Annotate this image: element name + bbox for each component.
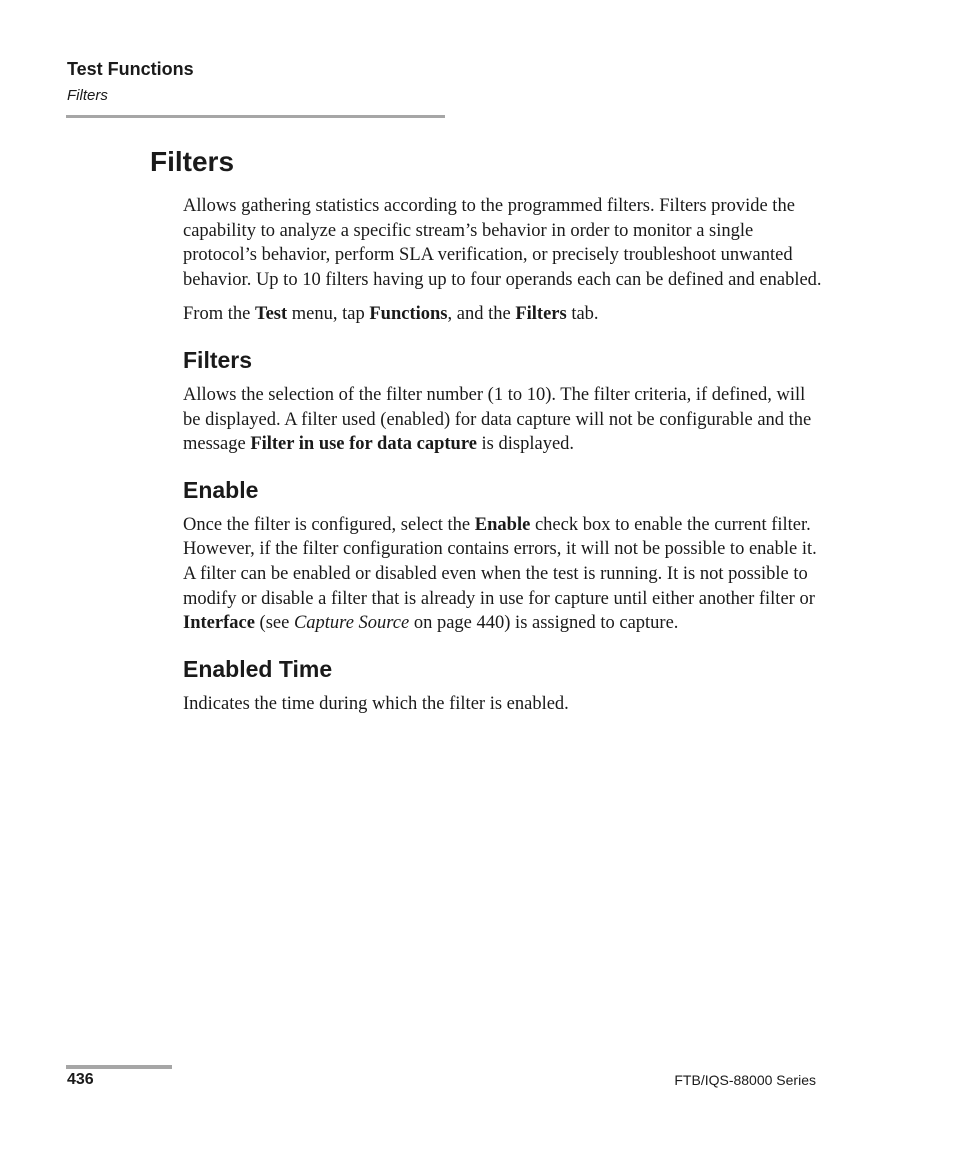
header-rule [66, 115, 445, 118]
filters-paragraph: Allows the selection of the filter number (1 to 10). The filter criteria, if defined, will be displayed. A filter used (enabled) for data capture will not be configurable and the message Filter in use for data capture is displayed. [183, 384, 812, 455]
heading-filters: Filters [183, 346, 253, 373]
cross-reference-capture-source: Capture Source [293, 613, 410, 634]
message-filter-in-use: Filter in use for data capture [250, 434, 477, 455]
enable-paragraph: Once the filter is configured, select the Enable check box to enable the current filter. However, if the filter configuration contains errors, it will not be possible to enable it. A filter can be enabled or disabled even when the test is running. It is not possible to modify or disable a filter that is already in use for capture until either another filter or Interface (see Capture Source on page 440) is assigned to capture. [183, 514, 817, 634]
tab-name-filters: Filters [515, 304, 567, 325]
menu-name-functions: Functions [369, 304, 448, 325]
enabled-time-paragraph: Indicates the time during which the filter is enabled. [183, 693, 569, 714]
footer-rule [66, 1065, 172, 1069]
page-number: 436 [67, 1071, 94, 1088]
page-content [183, 194, 823, 726]
heading-enabled-time: Enabled Time [183, 655, 333, 682]
label-enable: Enable [474, 514, 531, 535]
navigation-instruction: From the Test menu, tap Functions, and the Filters tab. [183, 304, 599, 325]
section-subtitle: Filters [67, 87, 108, 104]
page-title: Filters [150, 146, 235, 177]
chapter-title: Test Functions [67, 59, 194, 79]
product-series: FTB/IQS-88000 Series [674, 1072, 816, 1088]
running-head [67, 58, 194, 106]
intro-paragraph: Allows gathering statistics according to the programmed filters. Filters provide the capability to analyze a specific stream’s behavior in order to monitor a single protocol’s behavior, perform SLA verification, or precisely troubleshoot unwanted behavior. Up to 10 filters having up to four operands each can be defined and enabled. [183, 196, 822, 290]
heading-enable: Enable [183, 476, 259, 503]
label-interface: Interface [183, 613, 255, 634]
menu-name-test: Test [254, 304, 288, 325]
